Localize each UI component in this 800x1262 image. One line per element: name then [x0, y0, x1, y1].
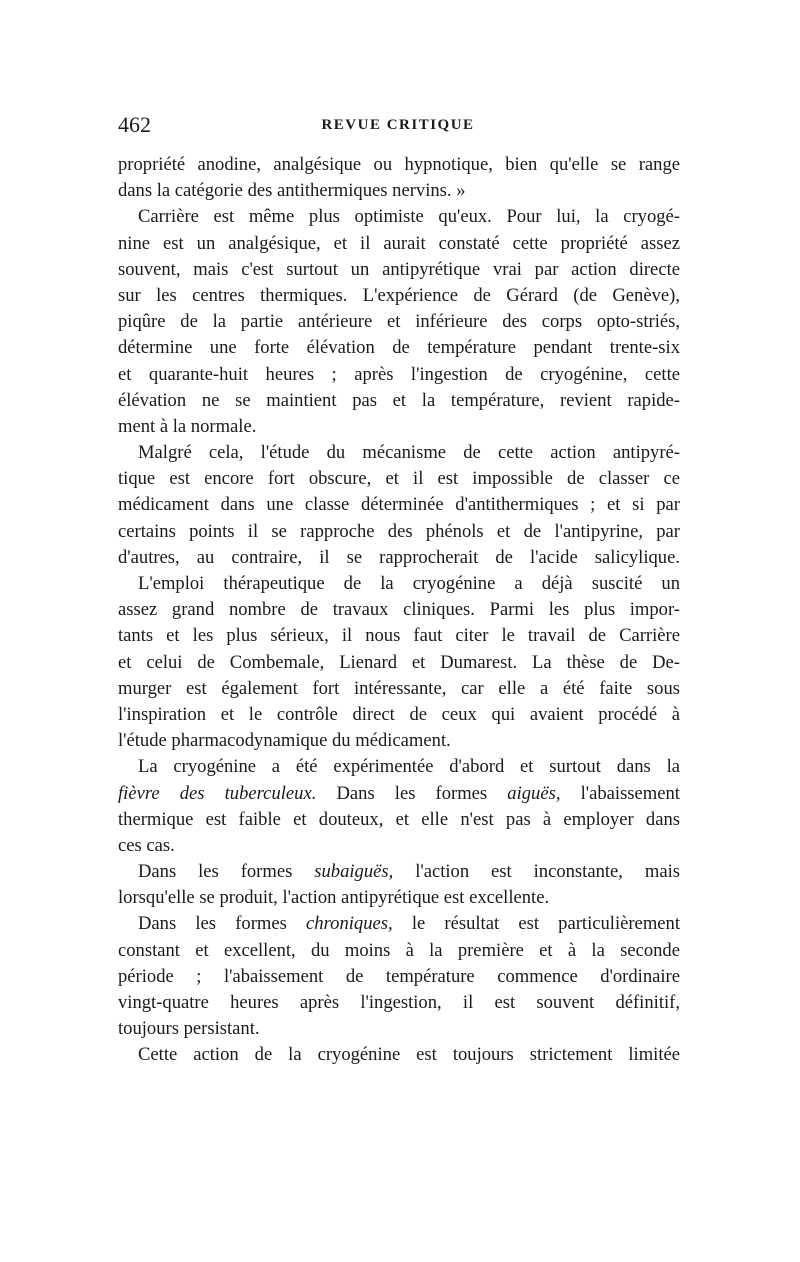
page-number: 462	[118, 112, 151, 137]
text-line	[118, 754, 680, 780]
text-line: assez grand nombre de travaux cliniques. Parmi les plus impor-	[118, 599, 680, 621]
text-line: tique est encore fort obscure, et il est impossible de classer ce	[118, 468, 680, 490]
text-line	[118, 964, 680, 990]
text-run: toujours persistant.	[118, 1018, 260, 1040]
text-line: l'étude pharmacodynamique du médicament.	[118, 730, 451, 752]
paragraph	[118, 1042, 680, 1068]
text-line: certains points il se rapproche des phénols et de l'antipyrine, par	[118, 520, 680, 542]
text-line: médicament dans une classe déterminée d'antithermiques ; et si par	[118, 494, 680, 516]
text-line: dans la catégorie des antithermiques nervins. »	[118, 180, 466, 202]
paragraph	[118, 571, 680, 754]
page-header	[118, 112, 678, 140]
text-line: Cette action de la cryogénine est toujours strictement limitée	[138, 1044, 680, 1066]
text-line	[118, 885, 680, 911]
paragraph	[118, 754, 680, 859]
text-run: ces cas.	[118, 834, 175, 856]
text-run: La cryogénine a été expérimentée d'abord et surtout dans la	[138, 756, 680, 778]
text-line: et quarante-huit heures ; après l'ingestion de cryogénine, cette	[118, 363, 680, 385]
paragraph	[118, 204, 680, 440]
text-run: lorsqu'elle se produit, l'action antipyrétique est excellente.	[118, 887, 550, 909]
italic-run: chroniques,	[306, 913, 393, 935]
text-line: sur les centres thermiques. L'expérience de Gérard (de Genève),	[118, 284, 680, 306]
italic-run: fièvre des tuberculeux.	[118, 782, 317, 804]
text-line: l'inspiration et le contrôle direct de ceux qui avaient procédé à	[118, 703, 680, 725]
text-line: nine est un analgésique, et il aurait constaté cette propriété assez	[118, 232, 680, 254]
text-line: d'autres, au contraire, il se rapprocherait de l'acide salicylique.	[118, 546, 680, 568]
text-line	[118, 1016, 680, 1042]
running-head: REVUE CRITIQUE	[321, 117, 475, 133]
text-line	[118, 781, 680, 807]
text-run: thermique est faible et douteux, et elle n'est pas à employer dans	[118, 808, 680, 830]
text-line: et celui de Combemale, Lienard et Dumarest. La thèse de De-	[118, 651, 680, 673]
italic-run: subaiguës,	[314, 861, 394, 883]
text-line: tants et les plus sérieux, il nous faut citer le travail de Carrière	[118, 625, 680, 647]
text-line	[118, 911, 680, 937]
paragraph	[118, 859, 680, 911]
text-run: vingt-quatre heures après l'ingestion, il est souvent définitif,	[118, 992, 680, 1013]
text-run: Dans les formes	[138, 861, 315, 883]
text-line: L'emploi thérapeutique de la cryogénine a déjà suscité un	[138, 573, 680, 594]
text-run: l'action est inconstante, mais	[393, 861, 680, 883]
text-line: murger est également fort intéressante, car elle a été faite sous	[118, 677, 680, 699]
text-run: période ; l'abaissement de température commence d'ordinaire	[118, 965, 680, 987]
paragraph	[118, 911, 680, 1042]
text-run: le résultat est particulièrement	[392, 913, 680, 935]
text-line: détermine une forte élévation de température pendant trente-six	[118, 337, 680, 359]
text-line: propriété anodine, analgésique ou hypnotique, bien qu'elle se range	[118, 154, 680, 175]
text-line: ment à la normale.	[118, 415, 257, 437]
text-line	[118, 807, 680, 833]
text-line: élévation ne se maintient pas et la température, revient rapide-	[118, 389, 680, 411]
text-line	[118, 990, 680, 1016]
text-line: Carrière est même plus optimiste qu'eux. Pour lui, la cryogé-	[138, 206, 680, 228]
text-line	[118, 833, 680, 859]
text-run: constant et excellent, du moins à la première et à la seconde	[118, 939, 680, 961]
paragraph	[118, 440, 680, 571]
text-run: Dans les formes	[138, 913, 307, 935]
italic-run: aiguës,	[507, 782, 561, 804]
paragraph	[118, 152, 680, 204]
text-line: souvent, mais c'est surtout un antipyrétique vrai par action directe	[118, 258, 680, 280]
body-text	[118, 152, 680, 1069]
text-line	[118, 859, 680, 885]
text-run: Dans les formes	[316, 782, 508, 804]
text-line	[118, 938, 680, 964]
text-run: l'abaissement	[560, 782, 680, 804]
text-line: Malgré cela, l'étude du mécanisme de cette action antipyré-	[138, 442, 680, 464]
text-line: piqûre de la partie antérieure et inférieure des corps opto-striés,	[118, 311, 680, 333]
